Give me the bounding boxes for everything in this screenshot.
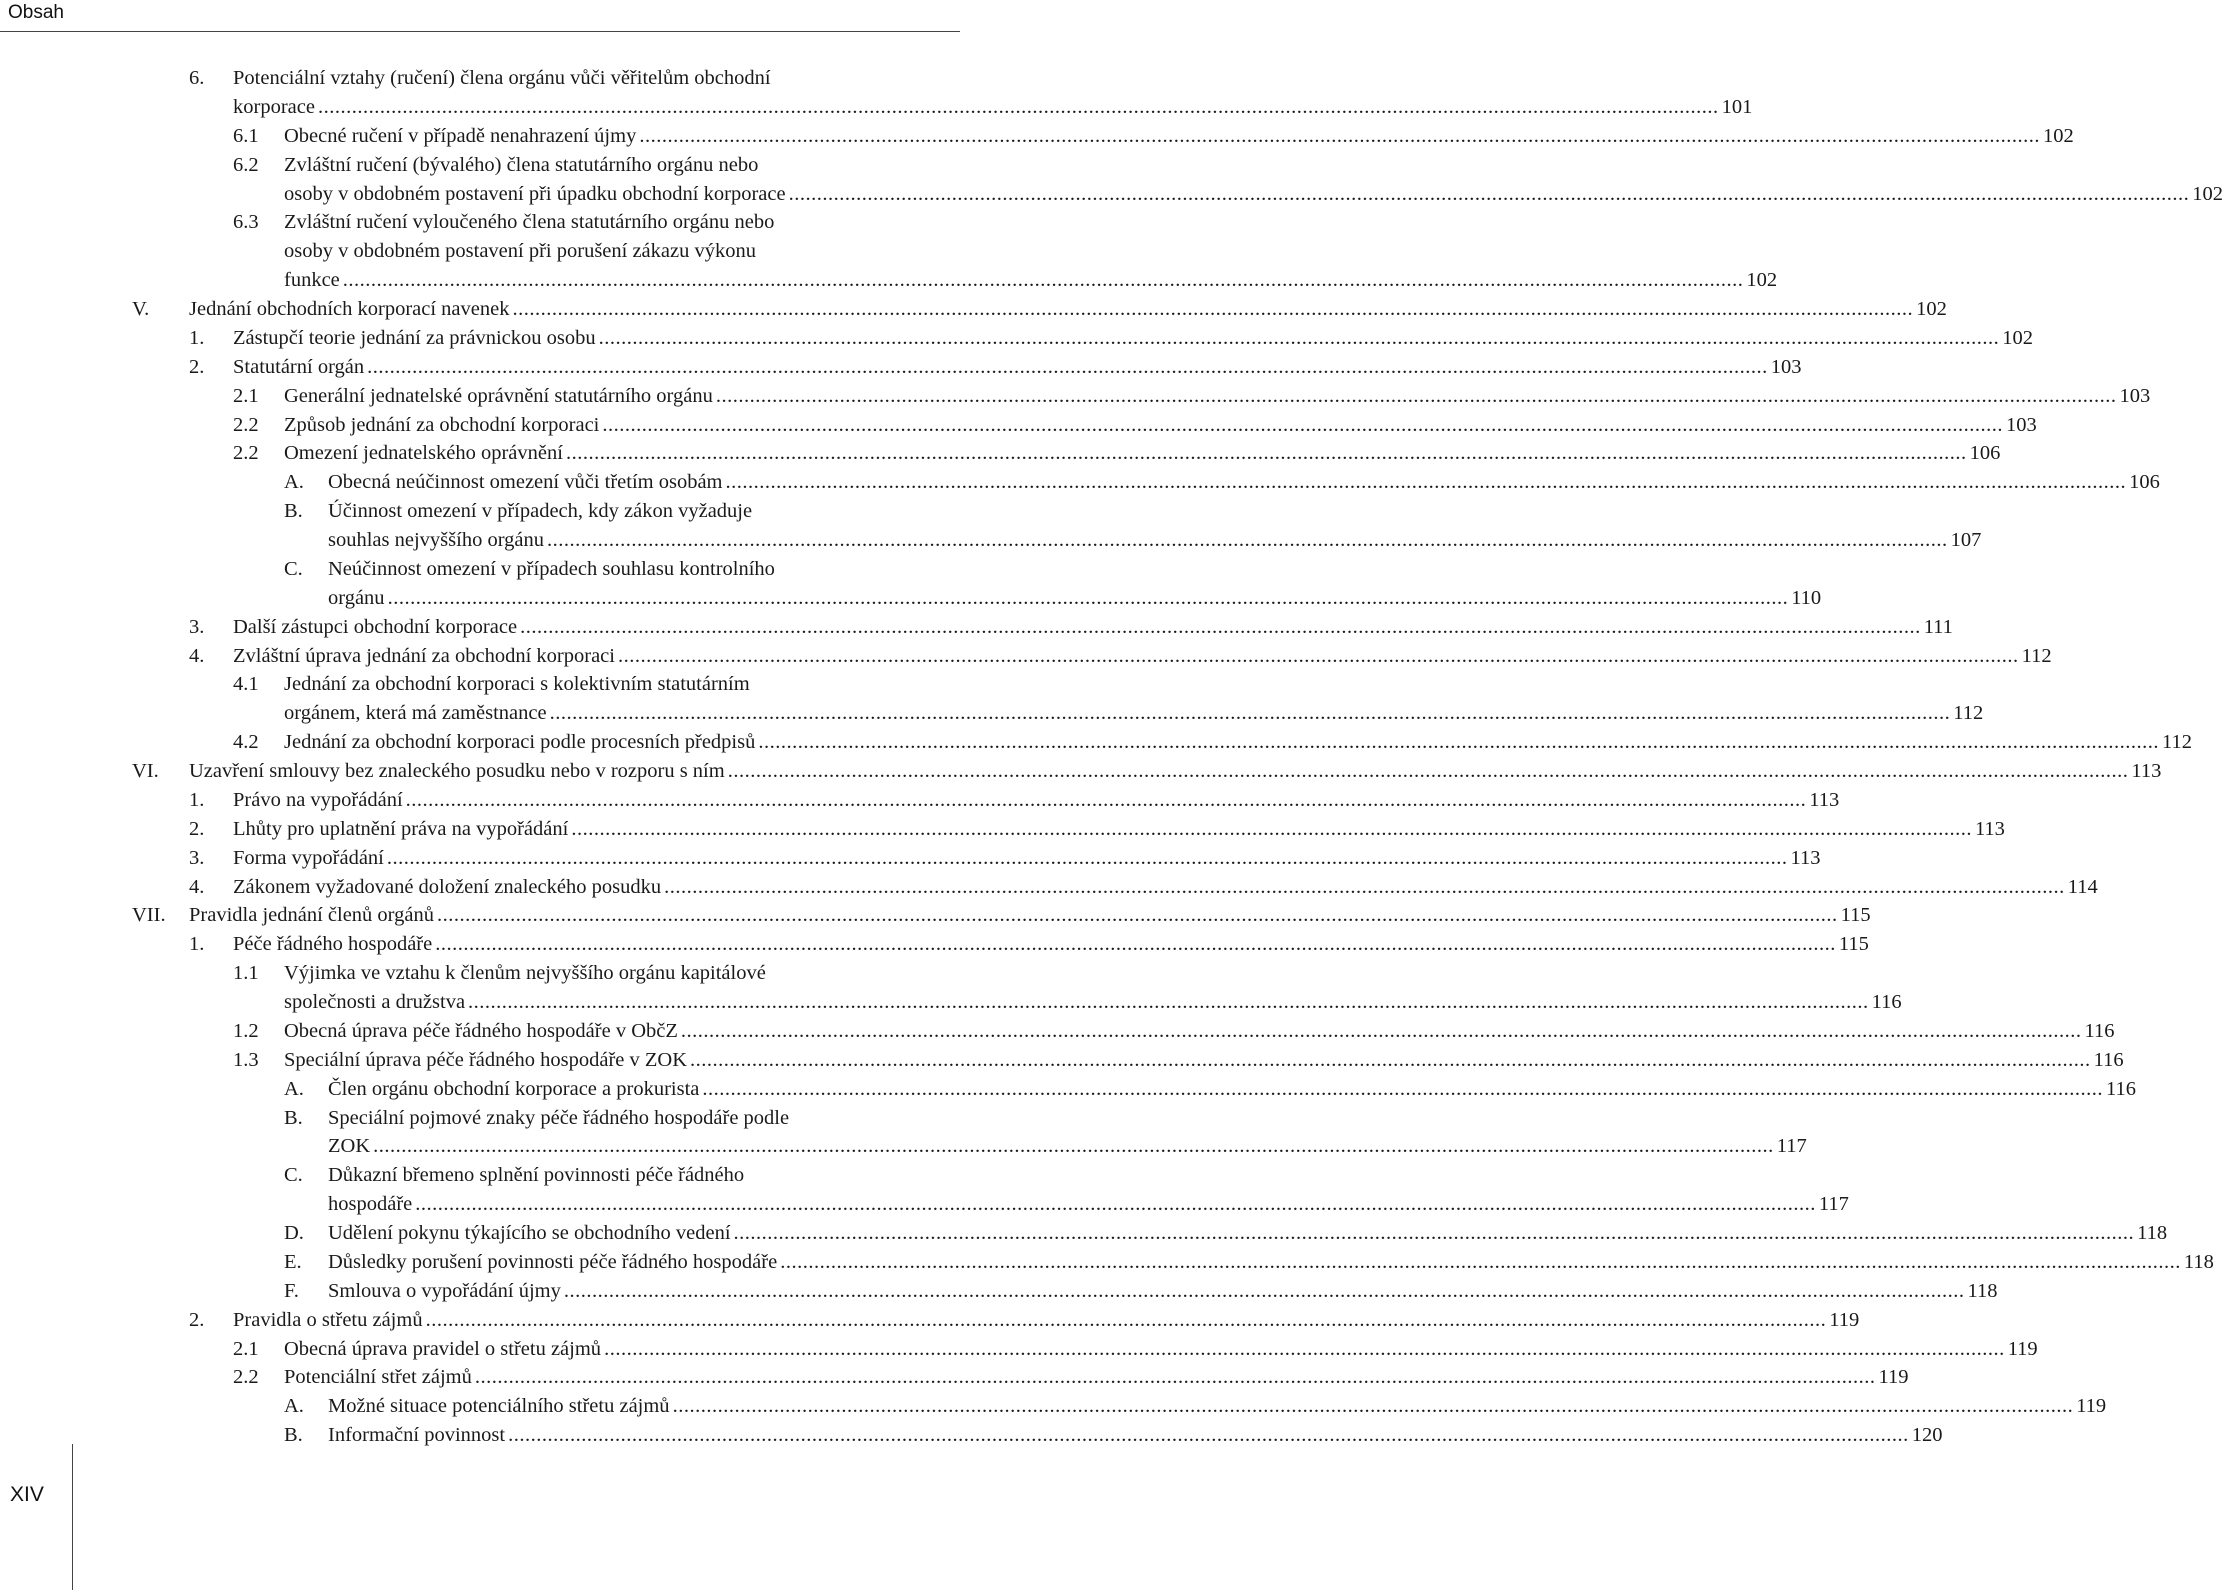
toc-entry-number: 2.2 — [233, 413, 259, 436]
toc-entry — [0, 642, 2052, 671]
dot-leader — [780, 1248, 2181, 1277]
toc-entry-page-number: 120 — [1911, 1424, 1943, 1447]
dot-leader — [734, 1219, 2135, 1248]
toc-entry-title: Zástupčí teorie jednání za právnickou osobu — [233, 326, 596, 349]
toc-entry — [0, 1046, 2124, 1075]
toc-entry-number: E. — [284, 1250, 302, 1273]
toc-entry-title: Další zástupci obchodní korporace — [233, 615, 518, 638]
toc-entry-number: A. — [284, 1395, 304, 1418]
toc-entry-title: společnosti a družstva — [284, 991, 466, 1013]
toc-entry-page-number: 107 — [1950, 529, 1982, 551]
dot-leader — [435, 930, 1836, 959]
toc-entry — [0, 151, 960, 180]
toc-entry-title: Zvláštní úprava jednání za obchodní korporaci — [233, 644, 615, 667]
toc-entry-title: korporace — [233, 95, 315, 118]
toc-entry-title: Výjimka ve vztahu k členům nejvyššího orgánu kapitálové — [284, 962, 766, 985]
toc-entry-title: Smlouva o vypořádání újmy — [328, 1279, 561, 1302]
dot-leader — [789, 180, 2190, 209]
toc-entry-page-number: 114 — [2067, 875, 2098, 898]
toc-entry-number: 4. — [189, 875, 205, 898]
toc-entry-title: Zvláštní ručení (bývalého) člena statutárního orgánu nebo — [284, 153, 759, 176]
toc-entry-title: Neúčinnost omezení v případech souhlasu kontrolního — [328, 557, 775, 580]
dot-leader — [387, 844, 1788, 873]
toc-entry-page-number: 106 — [1969, 442, 2001, 465]
toc-entry-page-number: 101 — [1721, 95, 1753, 118]
page-folio: XIV — [10, 1483, 44, 1506]
toc-entry — [0, 439, 2001, 468]
toc-entry — [0, 1190, 1849, 1219]
toc-entry-title: Důkazní břemeno splnění povinnosti péče řádného — [328, 1164, 745, 1187]
toc-entry-page-number: 117 — [1776, 1135, 1807, 1158]
table-of-contents — [0, 64, 2223, 1450]
dot-leader — [468, 988, 1869, 1017]
toc-entry-page-number: 110 — [1791, 586, 1822, 609]
toc-entry-page-number: 106 — [2129, 471, 2160, 494]
toc-entry — [0, 180, 2223, 209]
toc-entry-title: Pravidla jednání členů orgánů — [189, 904, 434, 927]
toc-entry-title: Právo na vypořádání — [233, 788, 403, 811]
toc-entry — [0, 1306, 1860, 1335]
toc-entry-number: 2.2 — [233, 442, 259, 465]
toc-entry — [0, 555, 960, 584]
toc-entry-title: Jednání za obchodní korporaci s kolektivním statutárním — [284, 673, 750, 696]
toc-entry-number: 4.2 — [233, 731, 259, 754]
toc-entry-title: Člen orgánu obchodní korporace a prokurista — [328, 1077, 700, 1100]
toc-entry — [0, 353, 1802, 382]
toc-entry-page-number: 103 — [2006, 413, 2037, 436]
dot-leader — [547, 526, 1948, 555]
dot-leader — [406, 786, 1807, 815]
toc-entry-page-number: 116 — [1871, 991, 1902, 1013]
toc-entry-page-number: 115 — [1840, 904, 1871, 927]
toc-entry — [0, 497, 960, 526]
toc-entry-number: 3. — [189, 846, 205, 869]
dot-leader — [728, 757, 2129, 786]
toc-entry-number: F. — [284, 1279, 299, 1302]
toc-entry-number: 1.3 — [233, 1048, 259, 1071]
toc-entry-page-number: 119 — [2007, 1337, 2038, 1360]
dot-leader — [639, 122, 2040, 151]
toc-entry-page-number: 117 — [1818, 1193, 1849, 1216]
dot-leader — [373, 1132, 1774, 1161]
toc-entry-title: Speciální úprava péče řádného hospodáře v ZOK — [284, 1048, 688, 1071]
toc-entry — [0, 1392, 2107, 1421]
toc-entry — [0, 468, 2160, 497]
toc-entry-title: osoby v obdobném postavení při úpadku obchodní korporace — [284, 182, 786, 205]
toc-entry — [0, 411, 2037, 440]
toc-entry-page-number: 102 — [2192, 182, 2223, 205]
dot-leader — [758, 728, 2159, 757]
toc-entry — [0, 1017, 2115, 1046]
toc-entry-title: souhlas nejvyššího orgánu — [328, 529, 545, 551]
toc-entry — [0, 901, 1871, 930]
toc-entry-number: 2.1 — [233, 1337, 259, 1360]
header-rule — [0, 31, 960, 32]
toc-entry — [0, 1248, 2214, 1277]
toc-entry-number: C. — [284, 557, 303, 580]
toc-entry-title: Péče řádného hospodáře — [233, 933, 433, 956]
dot-leader — [508, 1421, 1909, 1450]
dot-leader — [566, 439, 1967, 468]
dot-leader — [690, 1046, 2091, 1075]
toc-entry-title: Jednání obchodních korporací navenek — [189, 298, 510, 320]
toc-entry-title: ZOK — [328, 1135, 371, 1158]
dot-leader — [664, 873, 2065, 902]
dot-leader — [604, 1335, 2005, 1364]
dot-leader — [426, 1306, 1827, 1335]
toc-entry-number: 2.2 — [233, 1366, 259, 1389]
toc-entry-page-number: 102 — [1746, 269, 1778, 292]
toc-entry-page-number: 113 — [1809, 788, 1840, 811]
toc-entry — [0, 295, 1947, 324]
toc-entry — [0, 208, 960, 237]
toc-entry — [0, 670, 960, 699]
dot-leader — [367, 353, 1768, 382]
dot-leader — [512, 295, 1913, 324]
toc-entry-title: Obecná úprava péče řádného hospodáře v ObčZ — [284, 1019, 678, 1042]
toc-entry-number: 4.1 — [233, 673, 259, 696]
toc-entry-number: VI. — [132, 760, 159, 782]
toc-entry-number: V. — [132, 298, 150, 320]
toc-entry — [0, 959, 960, 988]
toc-entry-title: Způsob jednání za obchodní korporaci — [284, 413, 600, 436]
toc-entry — [0, 93, 1753, 122]
toc-entry — [0, 1363, 1909, 1392]
toc-entry-number: D. — [284, 1222, 304, 1244]
toc-entry-page-number: 111 — [1923, 615, 1953, 638]
toc-entry-page-number: 118 — [2137, 1222, 2168, 1244]
toc-entry-title: Lhůty pro uplatnění práva na vypořádání — [233, 817, 569, 840]
toc-entry-page-number: 112 — [2021, 644, 2052, 667]
toc-entry-page-number: 115 — [1838, 933, 1869, 956]
toc-entry — [0, 122, 2074, 151]
toc-entry — [0, 237, 960, 266]
toc-entry-number: 3. — [189, 615, 205, 638]
toc-entry — [0, 64, 960, 93]
toc-entry — [0, 1161, 960, 1190]
toc-entry — [0, 1421, 1943, 1450]
toc-entry-title: hospodáře — [328, 1193, 413, 1216]
toc-entry-title: Generální jednatelské oprávnění statutárního orgánu — [284, 384, 713, 407]
dot-leader — [564, 1277, 1965, 1306]
toc-entry-number: 2. — [189, 1308, 205, 1331]
toc-entry-title: Obecné ručení v případě nenahrazení újmy — [284, 124, 637, 147]
toc-entry-number: 1.1 — [233, 962, 259, 985]
toc-entry-page-number: 103 — [2119, 384, 2151, 407]
toc-entry-title: Speciální pojmové znaky péče řádného hospodáře podle — [328, 1106, 790, 1129]
dot-leader — [716, 382, 2117, 411]
toc-entry-title: Omezení jednatelského oprávnění — [284, 442, 563, 465]
toc-entry-page-number: 113 — [2131, 760, 2162, 782]
toc-entry-page-number: 118 — [1967, 1279, 1998, 1302]
toc-entry-number: 2. — [189, 817, 205, 840]
toc-entry-page-number: 102 — [2042, 124, 2074, 147]
dot-leader — [550, 699, 1951, 728]
toc-entry-number: 1. — [189, 788, 205, 811]
toc-entry — [0, 1335, 2038, 1364]
toc-entry-page-number: 103 — [1770, 355, 1802, 378]
toc-entry-number: 6.3 — [233, 211, 259, 234]
dot-leader — [599, 324, 2000, 353]
toc-entry-title: Obecná neúčinnost omezení vůči třetím osobám — [328, 471, 723, 494]
toc-entry-title: Statutární orgán — [233, 355, 365, 378]
toc-entry-title: Důsledky porušení povinnosti péče řádného hospodáře — [328, 1250, 778, 1273]
toc-entry-number: B. — [284, 500, 303, 523]
toc-entry — [0, 844, 1821, 873]
toc-entry-number: 1. — [189, 326, 205, 349]
toc-entry — [0, 584, 1822, 613]
toc-entry-title: Možné situace potenciálního střetu zájmů — [328, 1395, 670, 1418]
toc-entry-title: Účinnost omezení v případech, kdy zákon vyžaduje — [328, 500, 753, 523]
toc-entry — [0, 1277, 1998, 1306]
toc-entry-number: B. — [284, 1106, 303, 1129]
toc-entry-title: Pravidla o střetu zájmů — [233, 1308, 423, 1331]
toc-entry — [0, 988, 1902, 1017]
toc-entry — [0, 1219, 2168, 1248]
toc-entry-number: A. — [284, 1077, 304, 1100]
toc-entry — [0, 613, 1953, 642]
toc-entry — [0, 1075, 2136, 1104]
toc-entry — [0, 1132, 1807, 1161]
toc-entry-number: 1.2 — [233, 1019, 259, 1042]
toc-entry-number: 6. — [189, 67, 205, 89]
toc-entry — [0, 1104, 960, 1133]
toc-entry — [0, 930, 1869, 959]
dot-leader — [726, 468, 2127, 497]
toc-entry-title: Potenciální vztahy (ručení) člena orgánu vůči věřitelům obchodní — [233, 67, 771, 89]
toc-entry-title: Uzavření smlouvy bez znaleckého posudku nebo v rozporu s ním — [189, 760, 725, 782]
toc-entry-page-number: 112 — [2161, 731, 2192, 754]
toc-entry-page-number: 113 — [1974, 817, 2005, 840]
toc-entry-title: Informační povinnost — [328, 1424, 506, 1447]
toc-entry-title: Zvláštní ručení vyloučeného člena statutárního orgánu nebo — [284, 211, 775, 234]
toc-entry — [0, 699, 1984, 728]
toc-entry-number: 2.1 — [233, 384, 259, 407]
toc-entry-page-number: 119 — [1829, 1308, 1860, 1331]
toc-entry-number: 6.1 — [233, 124, 259, 147]
toc-entry-number: 6.2 — [233, 153, 259, 176]
dot-leader — [415, 1190, 1816, 1219]
dot-leader — [388, 584, 1789, 613]
toc-entry-number: A. — [284, 471, 304, 494]
toc-entry — [0, 873, 2098, 902]
toc-entry-page-number: 112 — [1953, 702, 1984, 725]
footer-rule — [72, 1444, 73, 1590]
dot-leader — [602, 411, 2003, 440]
toc-entry — [0, 786, 1840, 815]
toc-entry-number: 1. — [189, 933, 205, 956]
dot-leader — [475, 1363, 1876, 1392]
toc-entry — [0, 382, 2151, 411]
toc-entry-page-number: 119 — [2076, 1395, 2107, 1418]
toc-entry-page-number: 119 — [1878, 1366, 1909, 1389]
dot-leader — [343, 266, 1744, 295]
toc-entry — [0, 266, 1778, 295]
toc-entry-title: osoby v obdobném postavení při porušení zákazu výkonu — [284, 240, 756, 263]
toc-entry-page-number: 116 — [2084, 1019, 2115, 1042]
toc-entry-page-number: 113 — [1790, 846, 1821, 869]
toc-entry-title: Obecná úprava pravidel o střetu zájmů — [284, 1337, 602, 1360]
toc-entry — [0, 728, 2192, 757]
toc-entry-title: funkce — [284, 269, 340, 292]
toc-entry-title: orgánem, která má zaměstnance — [284, 702, 547, 725]
toc-entry-page-number: 102 — [1916, 298, 1947, 320]
toc-entry-number: 4. — [189, 644, 205, 667]
toc-entry-title: Potenciální střet zájmů — [284, 1366, 472, 1389]
toc-entry-title: Udělení pokynu týkajícího se obchodního vedení — [328, 1222, 731, 1244]
toc-entry-number: VII. — [132, 904, 166, 927]
toc-entry — [0, 324, 2033, 353]
running-head-title: Obsah — [8, 2, 64, 23]
dot-leader — [318, 93, 1719, 122]
dot-leader — [437, 901, 1838, 930]
toc-entry — [0, 757, 2162, 786]
toc-entry-page-number: 116 — [2106, 1077, 2136, 1100]
toc-entry — [0, 526, 1982, 555]
toc-entry-title: Zákonem vyžadované doložení znaleckého posudku — [233, 875, 662, 898]
toc-entry-title: Jednání za obchodní korporaci podle procesních předpisů — [284, 731, 756, 754]
dot-leader — [520, 613, 1921, 642]
toc-entry-title: Forma vypořádání — [233, 846, 384, 869]
toc-entry-page-number: 102 — [2002, 326, 2033, 349]
toc-entry-title: orgánu — [328, 586, 385, 609]
dot-leader — [702, 1075, 2103, 1104]
toc-entry — [0, 815, 2005, 844]
dot-leader — [618, 642, 2019, 671]
toc-entry-number: C. — [284, 1164, 303, 1187]
toc-entry-page-number: 116 — [2093, 1048, 2124, 1071]
toc-entry-number: 2. — [189, 355, 205, 378]
dot-leader — [681, 1017, 2082, 1046]
dot-leader — [673, 1392, 2074, 1421]
toc-entry-page-number: 118 — [2183, 1250, 2214, 1273]
toc-entry-number: B. — [284, 1424, 303, 1447]
dot-leader — [571, 815, 1972, 844]
